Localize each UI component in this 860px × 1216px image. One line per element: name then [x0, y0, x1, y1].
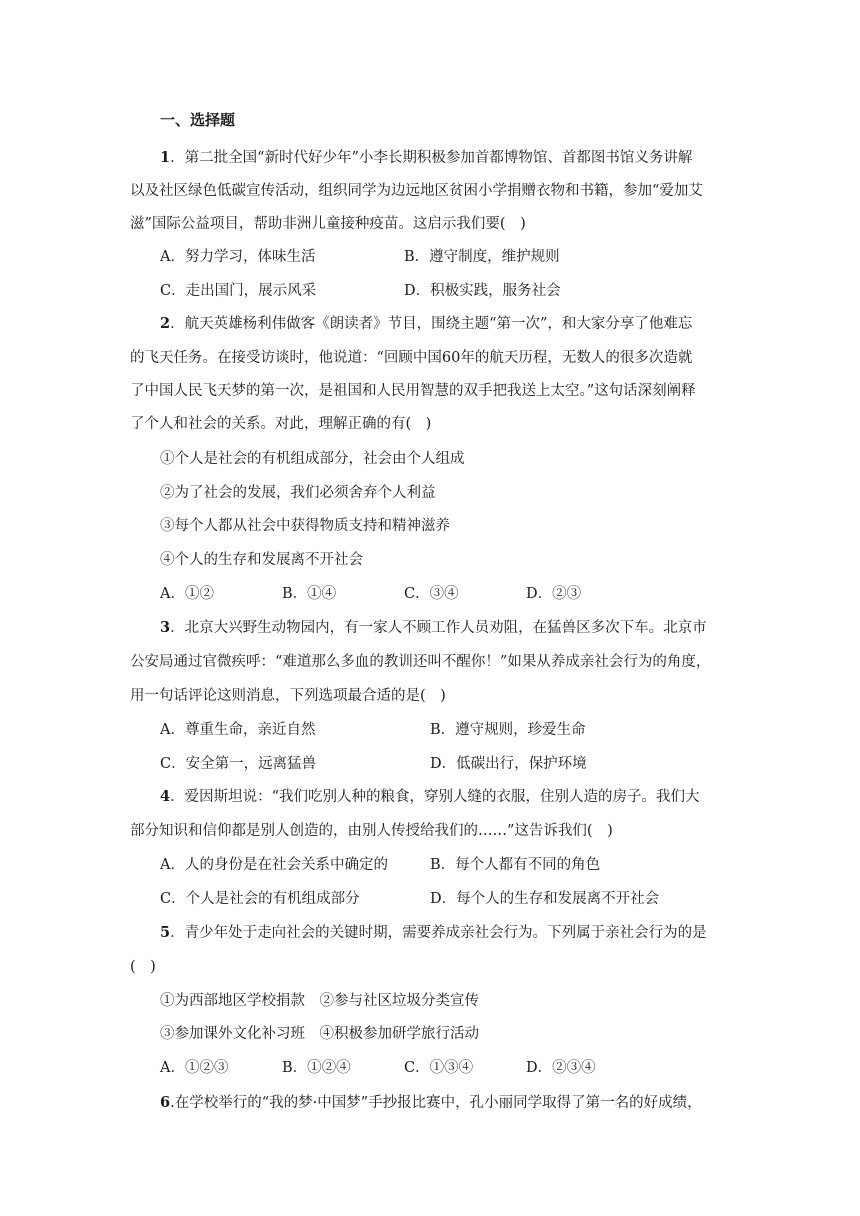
question-number: 5: [160, 924, 171, 941]
question-4-option-b[interactable]: B．每个人都有不同的角色: [430, 857, 601, 873]
question-4-option-c[interactable]: C．个人是社会的有机组成部分: [160, 891, 360, 907]
question-1-option-d[interactable]: D．积极实践，服务社会: [404, 283, 561, 299]
question-3-line-3: 用一句话评论这则消息，下列选项最合适的是( ): [130, 688, 446, 704]
question-5-statement-1: ①为西部地区学校捐款 ②参与社区垃圾分类宣传: [160, 993, 479, 1009]
question-5-option-b[interactable]: B．①②④: [282, 1060, 351, 1076]
question-1-option-b[interactable]: B．遵守制度，维护规则: [404, 249, 560, 265]
question-3-option-a[interactable]: A．尊重生命，亲近自然: [160, 722, 316, 738]
question-2-line-2: 的飞天任务。在接受访谈时，他说道：“回顾中国60年的航天历程，无数人的很多次造就: [130, 350, 693, 366]
question-1-option-c[interactable]: C．走出国门，展示风采: [160, 283, 317, 299]
question-2-line-3: 了中国人民飞天梦的第一次，是祖国和人民用智慧的双手把我送上太空。”这句话深刻阐释: [130, 383, 696, 399]
question-1-line-1: 1．第二批全国“新时代好少年”小李长期积极参加首都博物馆、首都图书馆义务讲解: [160, 149, 693, 166]
question-4-line-2: 部分知识和信仰都是别人创造的，由别人传授给我们的……”这告诉我们( ): [130, 823, 613, 839]
question-number: 6: [160, 1094, 171, 1111]
question-4-line-1: 4．爱因斯坦说：“我们吃别人种的粮食，穿别人缝的衣服，住别人造的房子。我们大: [160, 788, 700, 805]
question-number: 4: [160, 788, 171, 805]
question-5-line-1: 5．青少年处于走向社会的关键时期，需要养成亲社会行为。下列属于亲社会行为的是: [160, 924, 707, 941]
question-1-line-2: 以及社区绿色低碳宣传活动，组织同学为边远地区贫困小学捐赠衣物和书籍，参加“爱加艾: [130, 183, 703, 199]
question-5-statement-2: ③参加课外文化补习班 ④积极参加研学旅行活动: [160, 1026, 479, 1042]
question-number: 2: [160, 315, 171, 332]
question-5-line-2: ( ): [130, 959, 156, 975]
question-2-statement-1: ①个人是社会的有机组成部分，社会由个人组成: [160, 451, 465, 467]
question-3-line-2: 公安局通过官微疾呼：“难道那么多血的教训还叫不醒你！”如果从养成亲社会行为的角度，: [130, 654, 711, 670]
question-3-option-c[interactable]: C．安全第一，远离猛兽: [160, 756, 317, 772]
question-2-option-c[interactable]: C．③④: [404, 586, 459, 602]
question-3-option-d[interactable]: D．低碳出行，保护环境: [430, 756, 587, 772]
question-2-option-b[interactable]: B．①④: [282, 586, 337, 602]
question-3-option-b[interactable]: B．遵守规则，珍爱生命: [430, 722, 586, 738]
question-2-line-4: 了个人和社会的关系。对此，理解正确的有( ): [130, 416, 432, 432]
question-1-option-a[interactable]: A．努力学习，体味生活: [160, 249, 316, 265]
question-4-option-a[interactable]: A．人的身份是在社会关系中确定的: [160, 857, 388, 873]
question-2-option-d[interactable]: D．②③: [526, 586, 582, 602]
question-2-line-1: 2．航天英雄杨利伟做客《朗读者》节目，围绕主题“第一次”，和大家分享了他难忘: [160, 315, 693, 332]
question-3-line-1: 3．北京大兴野生动物园内，有一家人不顾工作人员劝阻，在猛兽区多次下车。北京市: [160, 619, 707, 636]
question-number: 3: [160, 619, 171, 636]
question-2-statement-3: ③每个人都从社会中获得物质支持和精神滋养: [160, 518, 450, 534]
question-number: 1: [160, 149, 171, 166]
question-4-option-d[interactable]: D．每个人的生存和发展离不开社会: [430, 891, 660, 907]
question-1-line-3: 滋”国际公益项目，帮助非洲儿童接种疫苗。这启示我们要( ): [130, 216, 526, 232]
question-2-statement-2: ②为了社会的发展，我们必须舍弃个人利益: [160, 485, 436, 501]
question-5-option-c[interactable]: C．①③④: [404, 1060, 474, 1076]
question-5-option-d[interactable]: D．②③④: [526, 1060, 596, 1076]
question-2-statement-4: ④个人的生存和发展离不开社会: [160, 552, 363, 568]
question-6-line-1: 6.在学校举行的“我的梦·中国梦”手抄报比赛中，孔小丽同学取得了第一名的好成绩，: [160, 1094, 702, 1111]
question-2-option-a[interactable]: A．①②: [160, 586, 214, 602]
section-title: 一、选择题: [160, 111, 236, 129]
question-5-option-a[interactable]: A．①②③: [160, 1060, 229, 1076]
